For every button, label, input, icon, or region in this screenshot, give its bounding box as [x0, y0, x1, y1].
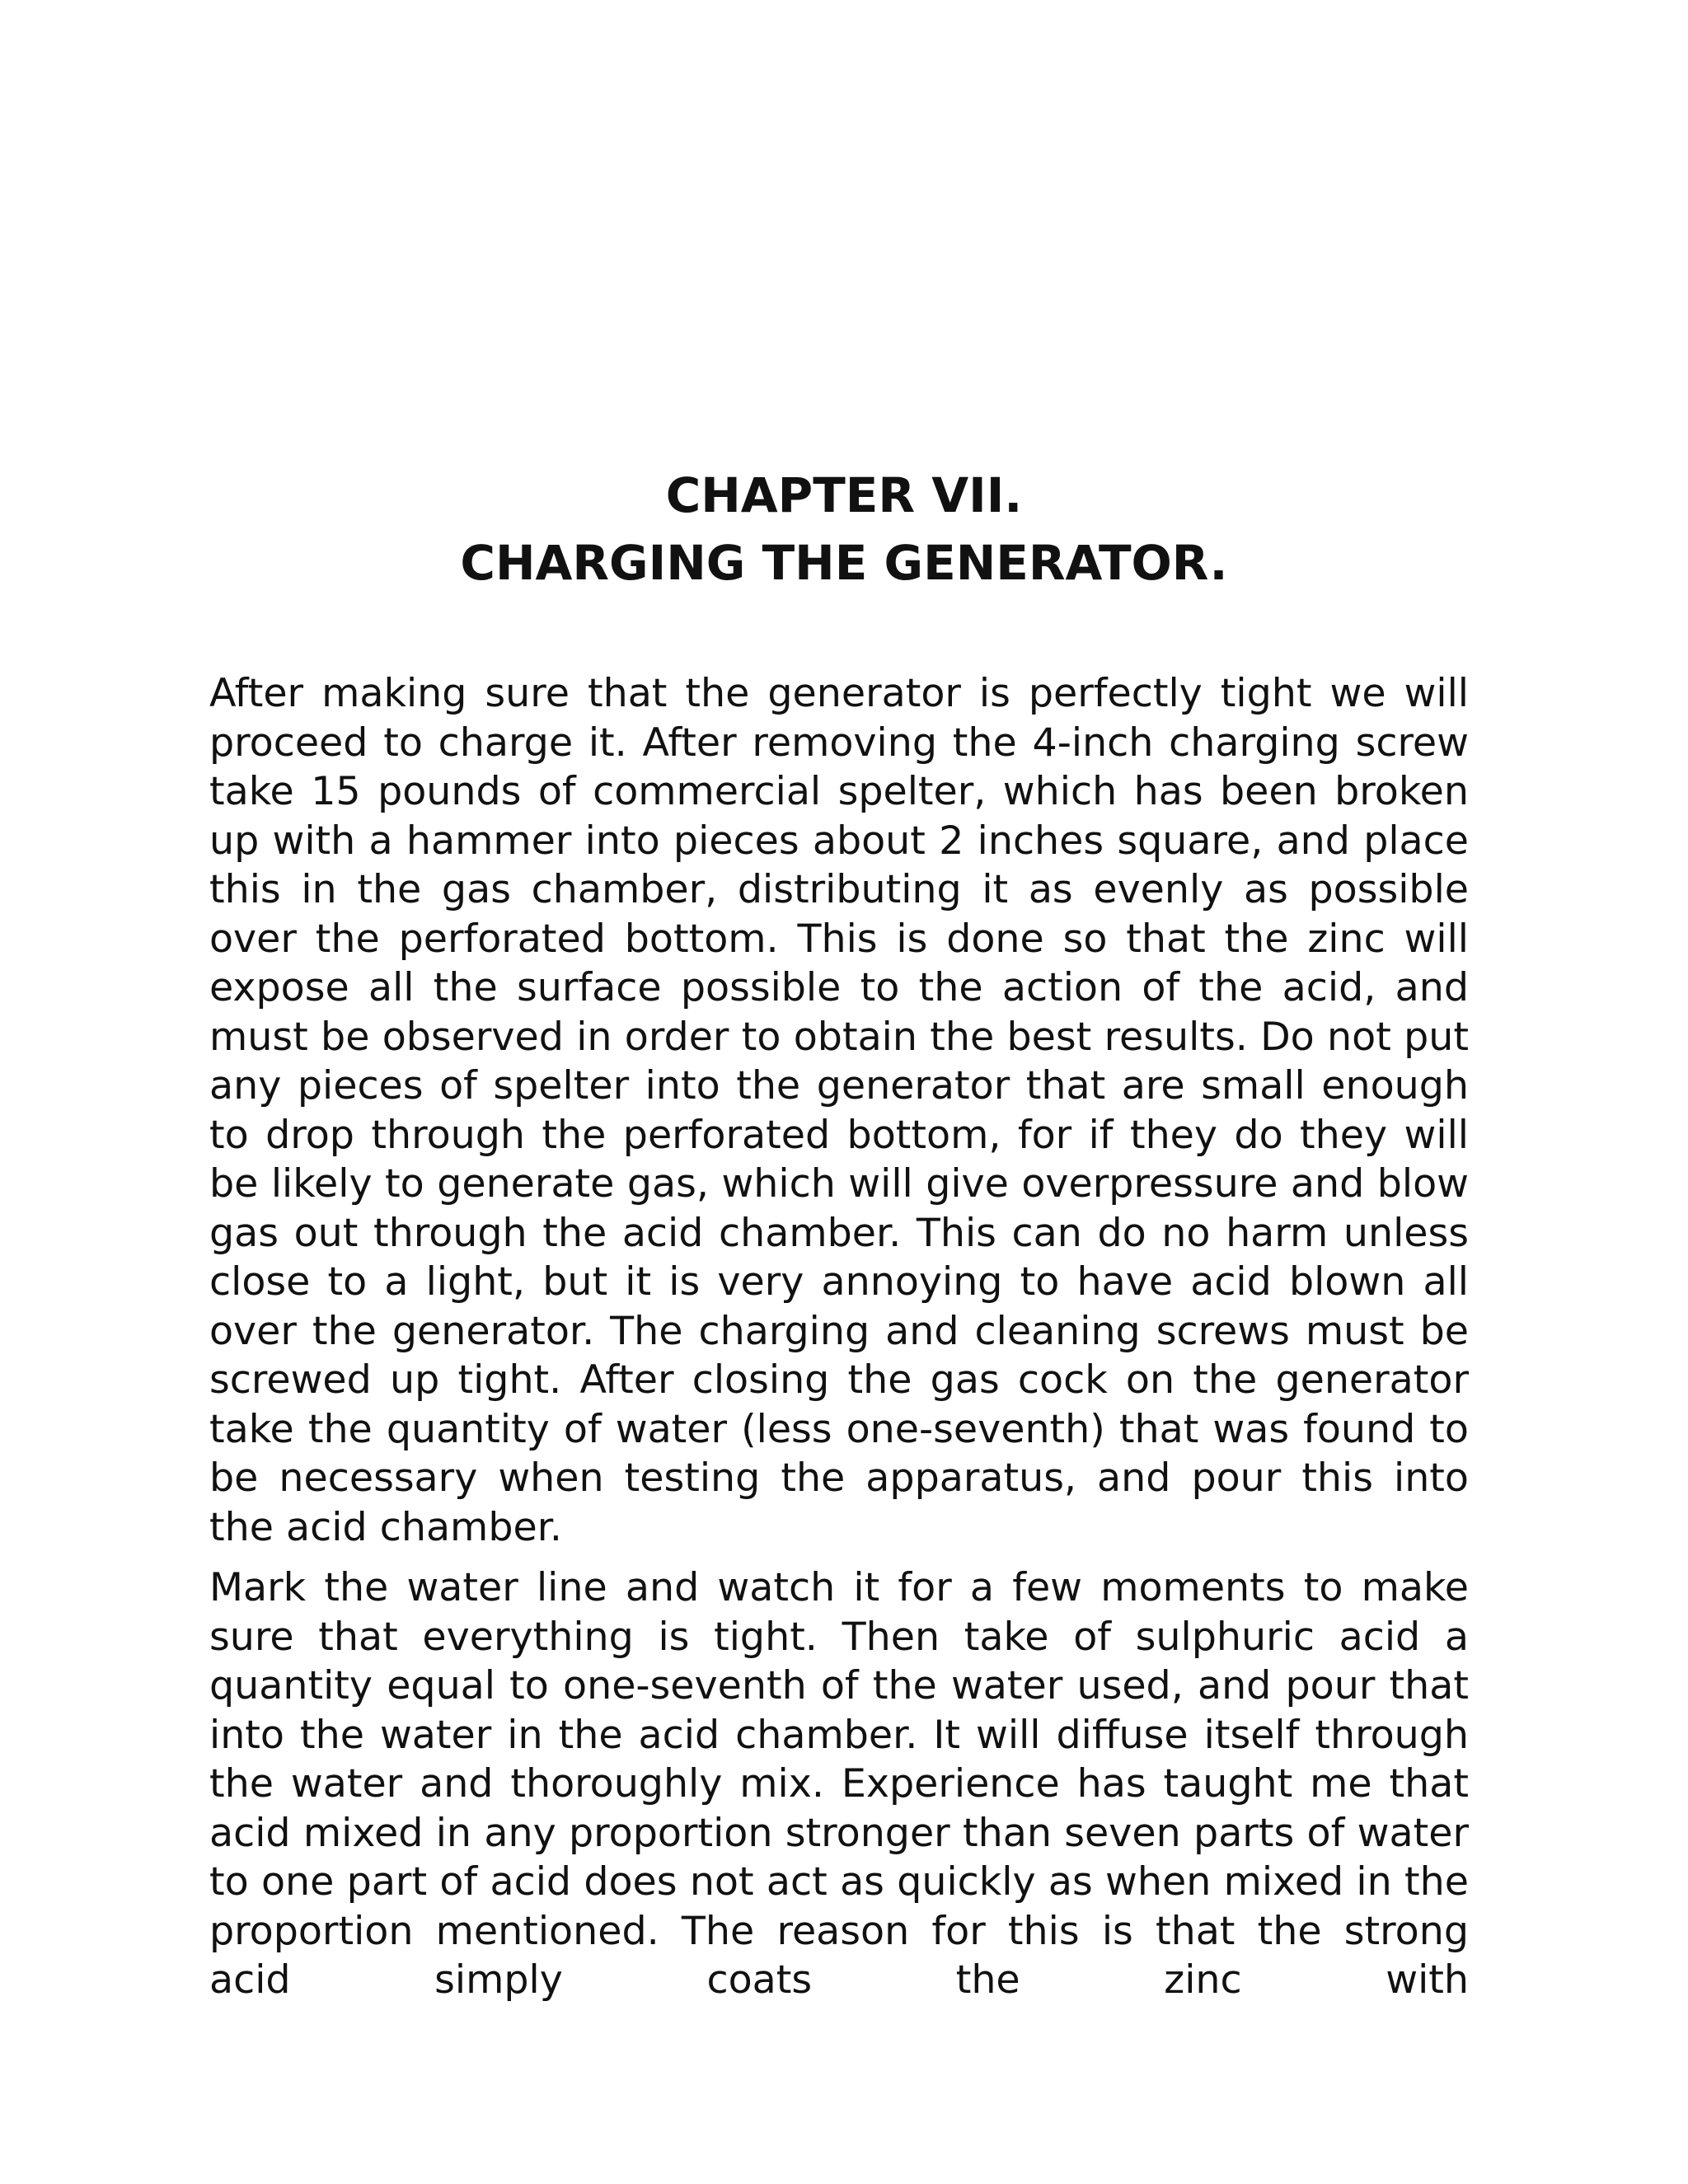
- body-text: [209, 669, 1469, 2017]
- chapter-number: CHAPTER VII.: [665, 467, 1023, 523]
- paragraph: After making sure that the generator is perfectly tight we will proceed to charge it. After removing the 4-inch charging screw take 15 pounds of commercial spelter, which has been broken up with a hammer into pieces about 2 inches square, and place this in the gas chamber, distributing it as evenly as possible over the perforated bottom. This is done so that the zinc will expose all the surface possible to the action of the acid, and must be observed in order to obtain the best results. Do not put any pieces of spelter into the generator that are small enough to drop through the perforated bottom, for if they do they will be likely to generate gas, which will give overpressure and blow gas out through the acid chamber. This can do no harm unless close to a light, but it is very annoying to have acid blown all over the generator. The charging and cleaning screws must be screwed up tight. After closing the gas cock on the generator take the quantity of water (less one-seventh) that was found to be necessary when testing the apparatus, and pour this into the acid chamber.: [209, 671, 1469, 1550]
- chapter-heading: [0, 462, 1688, 597]
- paragraph: Mark the water line and watch it for a few moments to make sure that everything is tight. Then take of sulphuric acid a quantity equal to one-seventh of the water used, and pour that into the water in the acid chamber. It will diffuse itself through the water and thoroughly mix. Experience has taught me that acid mixed in any proportion stronger than seven parts of water to one part of acid does not act as quickly as when mixed in the proportion mentioned. The reason for this is that the strong acid simply coats the zinc with: [209, 1565, 1469, 2003]
- chapter-title: CHARGING THE GENERATOR.: [460, 535, 1228, 591]
